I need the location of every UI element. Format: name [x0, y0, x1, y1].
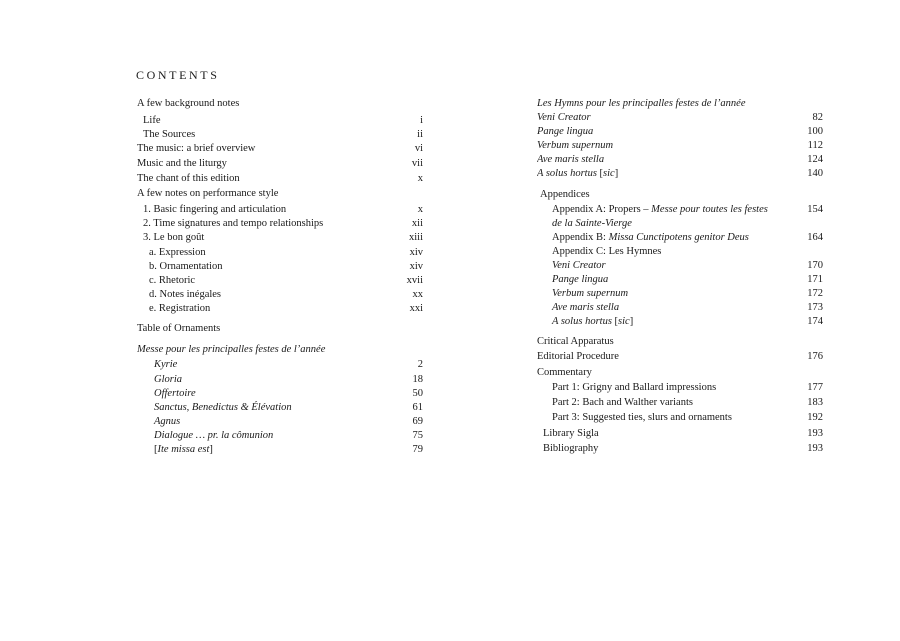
toc-entry[interactable]: e. Registration xxi [149, 303, 423, 314]
toc-entry[interactable]: Verbum supernum 172 [552, 288, 823, 299]
page-number: 183 [807, 397, 823, 408]
page-number: 192 [807, 412, 823, 423]
toc-section-heading: Messe pour les principalles festes de l’année [137, 344, 326, 355]
toc-entry[interactable]: Part 3: Suggested ties, slurs and ornaments 192 [552, 412, 823, 423]
page-number: xiv [409, 247, 423, 258]
page-number: 174 [807, 316, 823, 327]
toc-entry[interactable]: Dialogue … pr. la cômunion 75 [154, 430, 423, 441]
toc-entry[interactable]: Veni Creator 170 [552, 260, 823, 271]
page-number: xiv [409, 261, 423, 272]
toc-entry[interactable]: Pange lingua 171 [552, 274, 823, 285]
toc-entry[interactable]: Part 2: Bach and Walther variants 183 [552, 397, 823, 408]
toc-entry[interactable]: Music and the liturgy vii [137, 158, 423, 169]
toc-entry[interactable]: Appendix C: Les Hymnes [552, 246, 662, 257]
page-number: 173 [807, 302, 823, 313]
page-number: 193 [807, 443, 823, 454]
page-number: 154 [807, 204, 823, 215]
toc-entry[interactable]: Appendix A: Propers – Messe pour toutes les festes 154 [552, 204, 823, 215]
page-number: xx [412, 289, 423, 300]
page-number: ii [417, 129, 423, 140]
page-number: xii [411, 218, 423, 229]
toc-entry[interactable]: The music: a brief overview vi [137, 143, 423, 154]
page-number: 112 [807, 140, 823, 151]
toc-entry[interactable]: d. Notes inégales xx [149, 289, 423, 300]
page-number: x [417, 173, 423, 184]
toc-entry[interactable]: Ave maris stella 173 [552, 302, 823, 313]
page-number: 61 [412, 402, 423, 413]
page-number: 170 [807, 260, 823, 271]
page-number: xvii [406, 275, 423, 286]
contents-heading: CONTENTS [136, 68, 220, 82]
page-number: 164 [807, 232, 823, 243]
toc-entry[interactable]: Kyrie 2 [154, 359, 423, 370]
toc-entry[interactable]: Veni Creator 82 [537, 112, 823, 123]
toc-entry[interactable]: a. Expression xiv [149, 247, 423, 258]
toc-entry[interactable]: The Sources ii [143, 129, 423, 140]
toc-entry[interactable]: Bibliography 193 [543, 443, 823, 454]
page-number: 124 [807, 154, 823, 165]
toc-entry[interactable]: A solus hortus [sic] 174 [552, 316, 823, 327]
page-number: 176 [807, 351, 823, 362]
toc-entry[interactable]: Library Sigla 193 [543, 428, 823, 439]
page-number: xxi [409, 303, 423, 314]
toc-section-heading: Les Hymns pour les principalles festes de l’année [537, 98, 746, 109]
toc-entry[interactable]: b. Ornamentation xiv [149, 261, 423, 272]
toc-section-heading: Appendices [540, 189, 590, 200]
page-number: 172 [807, 288, 823, 299]
toc-entry[interactable]: Appendix B: Missa Cunctipotens genitor Deus 164 [552, 232, 823, 243]
page-number: 82 [812, 112, 823, 123]
page-number: 193 [807, 428, 823, 439]
toc-entry[interactable]: The chant of this edition x [137, 173, 423, 184]
toc-section-heading: A few notes on performance style [137, 188, 279, 199]
toc-section-heading: Table of Ornaments [137, 323, 221, 334]
toc-section-heading: Critical Apparatus [537, 336, 614, 347]
toc-entry[interactable]: Life i [143, 115, 423, 126]
page-number: 69 [412, 416, 423, 427]
toc-entry-continuation: de la Sainte-Vierge [552, 218, 632, 229]
page-number: 75 [412, 430, 423, 441]
toc-entry[interactable]: 3. Le bon goût xiii [143, 232, 423, 243]
page-number: vii [411, 158, 423, 169]
toc-entry[interactable]: A solus hortus [sic] 140 [537, 168, 823, 179]
page-number: x [417, 204, 423, 215]
page-number: 50 [412, 388, 423, 399]
toc-section-heading: Commentary [537, 367, 592, 378]
page-number: 18 [412, 374, 423, 385]
page-number: 100 [807, 126, 823, 137]
page-number: i [420, 115, 423, 126]
toc-entry[interactable]: 1. Basic fingering and articulation x [143, 204, 423, 215]
page-number: 140 [807, 168, 823, 179]
toc-entry[interactable]: Sanctus, Benedictus & Élévation 61 [154, 402, 423, 413]
toc-entry[interactable]: Part 1: Grigny and Ballard impressions 177 [552, 382, 823, 393]
page-number: 79 [412, 444, 423, 455]
toc-entry[interactable]: Verbum supernum 112 [537, 140, 823, 151]
page-number: xiii [408, 232, 423, 243]
toc-entry[interactable]: Gloria 18 [154, 374, 423, 385]
page-number: 171 [807, 274, 823, 285]
page-number: 177 [807, 382, 823, 393]
page-number: vi [414, 143, 423, 154]
toc-entry[interactable]: Offertoire 50 [154, 388, 423, 399]
toc-entry[interactable]: Editorial Procedure 176 [537, 351, 823, 362]
toc-entry[interactable]: c. Rhetoric xvii [149, 275, 423, 286]
toc-entry[interactable]: 2. Time signatures and tempo relationships xii [143, 218, 423, 229]
toc-entry[interactable]: Agnus 69 [154, 416, 423, 427]
toc-entry[interactable]: Ave maris stella 124 [537, 154, 823, 165]
page-number: 2 [417, 359, 423, 370]
toc-entry[interactable]: Pange lingua 100 [537, 126, 823, 137]
toc-section-heading: A few background notes [137, 98, 240, 109]
toc-entry[interactable]: [Ite missa est] 79 [154, 444, 423, 455]
